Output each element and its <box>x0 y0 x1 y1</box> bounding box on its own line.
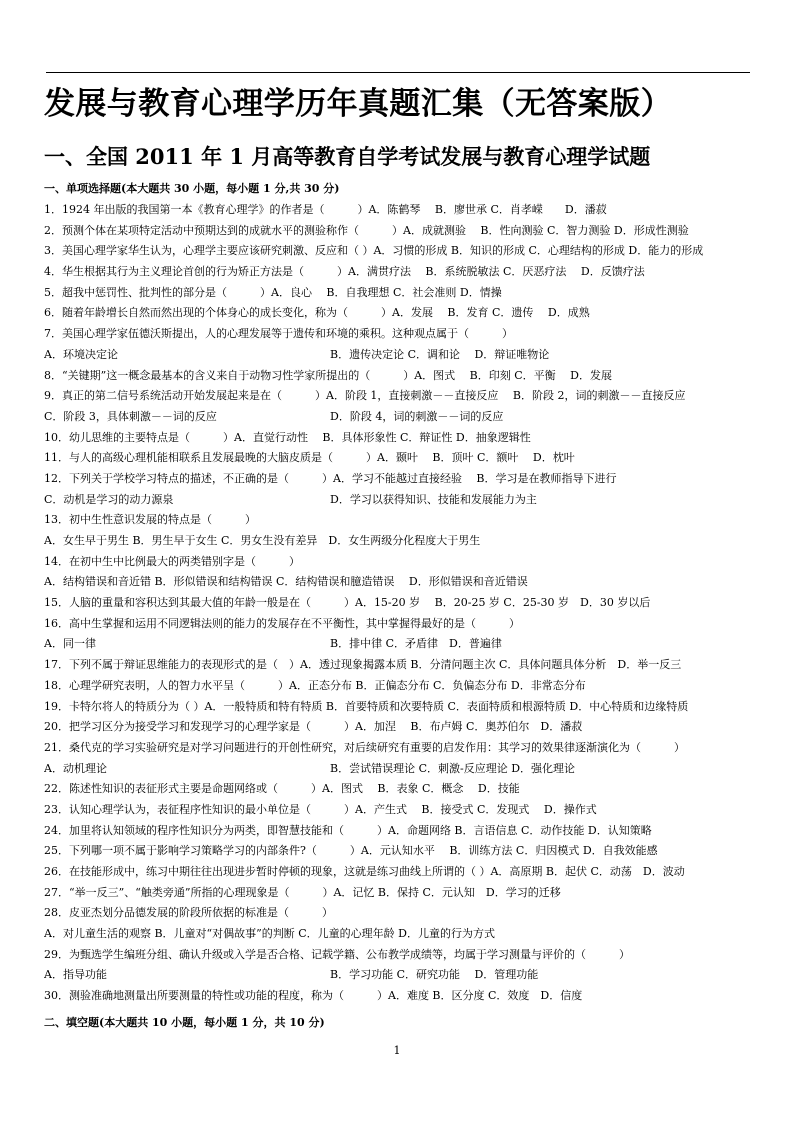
question-text: 6．随着年龄增长自然而然出现的个体身心的成长变化，称为（ ）A．发展 B．发育 C．遗传 D．成熟 <box>44 306 590 320</box>
question-text: A．结构错误和音近错 B．形似错误和结构错误 C．结构错误和臆造错误 D．形似错误和音近错误 <box>44 575 528 589</box>
page-number: 1 <box>393 1044 401 1057</box>
question-text: 3．美国心理学家华生认为，心理学主要应该研究刺激、反应和（ ）A．习惯的形成 B．知识的形成 C．心理结构的形成 D．能力的形成 <box>44 244 704 258</box>
question-text: 9．真正的第二信号系统活动开始发展起来是在（ ）A．阶段 1，直接刺激－－直接反应 B．阶段 2，词的刺激－－直接反应 <box>44 389 686 403</box>
question-line <box>44 655 752 676</box>
question-line <box>44 883 752 904</box>
exam-title: 一、全国 2011 年 1 月高等教育自学考试发展与教育心理学试题 <box>44 144 651 169</box>
question-text: 24．加里将认知领域的程序性知识分为两类，即智慧技能和（ ）A．命题网络 B．言语信息 C．动作技能 D．认知策略 <box>44 823 652 837</box>
question-options: D．阶段 4，词的刺激－－词的反应 <box>330 409 504 423</box>
question-line <box>44 676 752 697</box>
question-text: A．同一律 <box>44 637 96 651</box>
question-line <box>44 924 752 945</box>
question-line <box>44 634 752 655</box>
question-text: 8．“关键期”这一概念最基本的含义来自于动物习性学家所提出的（ ）A．图式 B．印刻 C．平衡 D．发展 <box>44 368 612 382</box>
question-text: A．对儿童生活的观察 B．儿童对“对偶故事”的判断 C．儿童的心理年龄 D．儿童的行为方式 <box>44 927 495 941</box>
question-line <box>44 262 752 283</box>
question-text: 2．预测个体在某项特定活动中预期达到的成就水平的测验称作（ ）A．成就测验 B．性向测验 C．智力测验 D．形成性测验 <box>44 223 689 237</box>
question-text: 30．测验准确地测量出所要测量的特性或功能的程度，称为（ ）A．难度 B．区分度 C．效度 D．信度 <box>44 989 583 1003</box>
question-text: 7．美国心理学家伍德沃斯提出，人的心理发展等于遗传和环境的乘积。这种观点属于（ ） <box>44 327 513 341</box>
question-text: 18．心理学研究表明，人的智力水平呈（ ）A．正态分布 B．正偏态分布 C．负偏态分布 D．非常态分布 <box>44 678 586 692</box>
question-line <box>44 241 752 262</box>
question-line <box>44 407 752 428</box>
section-heading-fill-blank: 二、填空题(本大题共 10 小题，每小题 1 分，共 10 分) <box>44 1016 325 1029</box>
question-text: C．动机是学习的动力源泉 <box>44 492 174 506</box>
question-line <box>44 986 752 1007</box>
question-list <box>44 200 752 1007</box>
question-options: B．学习功能 C．研究功能 D．管理功能 <box>330 968 539 982</box>
question-line <box>44 841 752 862</box>
question-line <box>44 821 752 842</box>
question-line <box>44 572 752 593</box>
question-line <box>44 448 752 469</box>
question-options: B．遗传决定论 C．调和论 D．辩证唯物论 <box>330 347 550 361</box>
question-text: 4．华生根据其行为主义理论首创的行为矫正方法是（ ）A．满贯疗法 B．系统脱敏法 C．厌恶疗法 D．反馈疗法 <box>44 265 645 279</box>
question-options: B．尝试错误理论 C．刺激-反应理论 D．强化理论 <box>330 761 576 775</box>
question-text: 14．在初中生中比例最大的两类错别字是（ ） <box>44 554 300 568</box>
question-line <box>44 862 752 883</box>
question-line <box>44 324 752 345</box>
question-line <box>44 697 752 718</box>
question-text: A．动机理论 <box>44 761 107 775</box>
question-line <box>44 965 752 986</box>
question-text: 19．卡特尔将人的特质分为（ ）A．一般特质和特有特质 B．首要特质和次要特质 C．表面特质和根源特质 D．中心特质和边缘特质 <box>44 699 689 713</box>
question-line <box>44 903 752 924</box>
question-text: 22．陈述性知识的表征形式主要是命题网络或（ ）A．图式 B．表象 C．概念 D．技能 <box>44 782 520 796</box>
question-line <box>44 759 752 780</box>
question-text: 26．在技能形成中，练习中期往往出现进步暂时停顿的现象，这就是练习曲线上所谓的（ ）A．高原期 B．起伏 C．动荡 D．波动 <box>44 865 685 878</box>
question-text: 1．1924 年出版的我国第一本《教育心理学》的作者是（ ）A．陈鹤琴 B．廖世承 C．肖孝嵘 D．潘菽 <box>44 203 607 216</box>
question-line <box>44 345 752 366</box>
question-text: 11．与人的高级心理机能相联系且发展最晚的大脑皮质是（ ）A．颞叶 B．顶叶 C．额叶 D．枕叶 <box>44 451 575 465</box>
question-line <box>44 800 752 821</box>
question-line <box>44 221 752 242</box>
question-line <box>44 200 752 221</box>
question-text: 21．桑代克的学习实验研究是对学习问题进行的开创性研究，对后续研究有重要的启发作用：其学习的效果律逐渐演化为（ ） <box>44 740 685 754</box>
section-heading-single-choice: 一、单项选择题(本大题共 30 小题，每小题 1 分,共 30 分) <box>44 182 340 195</box>
question-line <box>44 303 752 324</box>
question-text: 16．高中生掌握和运用不同逻辑法则的能力的发展存在不平衡性，其中掌握得最好的是（ ） <box>44 616 520 630</box>
question-text: 5．超我中惩罚性、批判性的部分是（ ）A．良心 B．自我理想 C．社会准则 D．情操 <box>44 285 502 299</box>
question-text: 20．把学习区分为接受学习和发现学习的心理学家是（ ）A．加涅 B．布卢姆 C．奥苏伯尔 D．潘菽 <box>44 720 583 734</box>
question-text: 17．下列不属于辩证思维能力的表现形式的是（ ）A．透过现象揭露本质 B．分清问题主次 C．具体问题具体分析 D．举一反三 <box>44 658 682 672</box>
question-line <box>44 469 752 490</box>
question-line <box>44 531 752 552</box>
question-line <box>44 490 752 511</box>
question-text: A．环境决定论 <box>44 347 118 361</box>
question-line <box>44 428 752 449</box>
question-options: B．排中律 C．矛盾律 D．普遍律 <box>330 637 502 651</box>
question-line <box>44 366 752 387</box>
question-line <box>44 386 752 407</box>
question-line <box>44 779 752 800</box>
question-text: 23．认知心理学认为，表征程序性知识的最小单位是（ ）A．产生式 B．接受式 C．发现式 D．操作式 <box>44 802 597 816</box>
question-text: 15．人脑的重量和容积达到其最大值的年龄一般是在（ ）A．15-20 岁 B．20-25 岁 C．25-30 岁 D．30 岁以后 <box>44 596 651 610</box>
question-text: 10．幼儿思维的主要特点是（ ）A．直觉行动性 B．具体形象性 C．辩证性 D．抽象逻辑性 <box>44 430 531 444</box>
question-options: D．学习以获得知识、技能和发展能力为主 <box>330 492 537 506</box>
question-text: 12．下列关于学校学习特点的描述，不正确的是（ ）A．学习不能越过直接经验 B．学习是在教师指导下进行 <box>44 471 617 485</box>
question-text: 27．“举一反三”、“触类旁通”所指的心理现象是（ ）A．记忆 B．保持 C．元认知 D．学习的迁移 <box>44 885 561 899</box>
question-line <box>44 614 752 635</box>
question-line <box>44 593 752 614</box>
question-line <box>44 738 752 759</box>
question-text: 13．初中生性意识发展的特点是（ ） <box>44 513 256 527</box>
question-text: C．阶段 3，具体刺激－－词的反应 <box>44 409 217 423</box>
page-title: 发展与教育心理学历年真题汇集（无答案版） <box>44 86 672 122</box>
question-line <box>44 510 752 531</box>
question-text: A．女生早于男生 B．男生早于女生 C．男女生没有差异 D．女生两级分化程度大于男生 <box>44 534 481 547</box>
question-text: 25．下列哪一项不属于影响学习策略学习的内部条件?（ ）A．元认知水平 B．训练方法 C．归因模式 D．自我效能感 <box>44 844 658 858</box>
question-text: 28．皮亚杰划分品德发展的阶段所依据的标准是（ ） <box>44 906 333 920</box>
question-text: A．指导功能 <box>44 968 107 982</box>
question-text: 29．为甄选学生编班分组、确认升级或入学是否合格、记载学籍、公布教学成绩等，均属于学习测量与评价的（ ） <box>44 947 630 961</box>
question-line <box>44 552 752 573</box>
question-line <box>44 283 752 304</box>
question-line <box>44 717 752 738</box>
header-rule <box>46 72 750 73</box>
question-line <box>44 945 752 966</box>
